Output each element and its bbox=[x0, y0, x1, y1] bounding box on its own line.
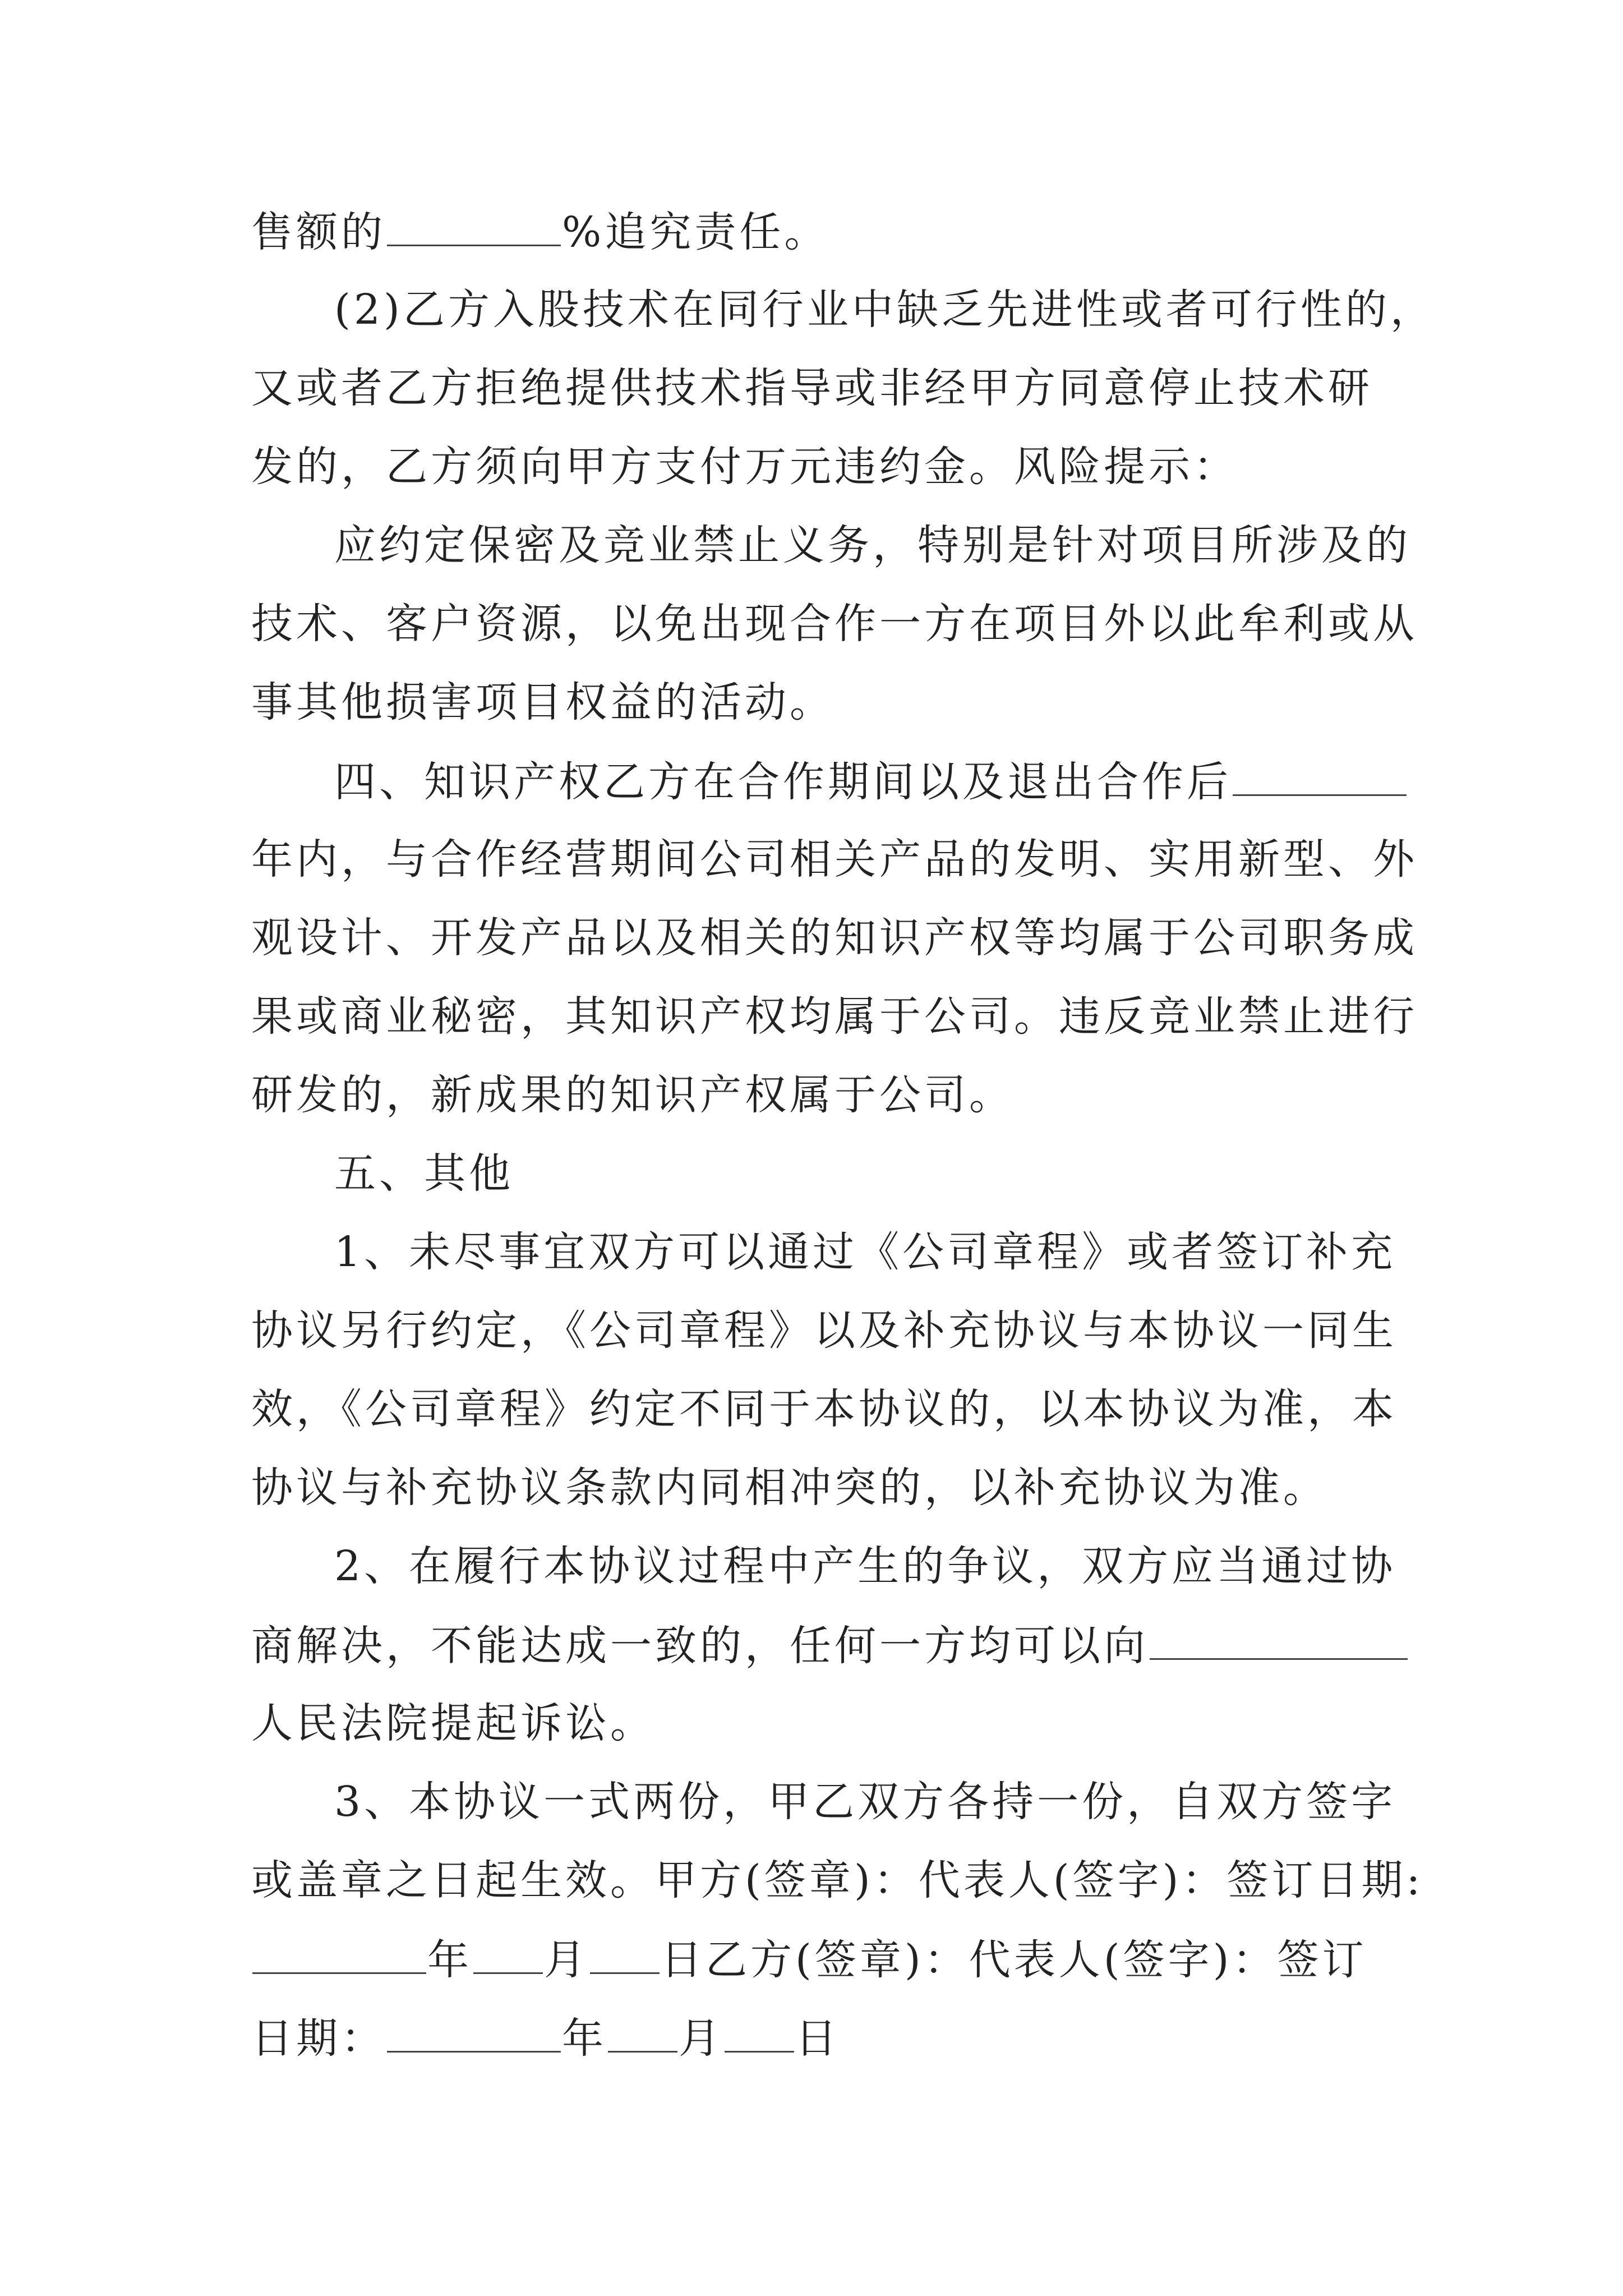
day-blank bbox=[590, 1931, 660, 1974]
line-text: 年 bbox=[562, 2014, 607, 2063]
text-line bbox=[334, 753, 1467, 809]
fill-in-blank bbox=[1233, 753, 1407, 796]
section-heading bbox=[334, 1145, 1467, 1202]
day-blank bbox=[725, 2009, 794, 2053]
line-text: 事其他损害项目权益的活动。 bbox=[251, 678, 834, 726]
signature-date-line bbox=[251, 2009, 1384, 2065]
line-text: 日乙方(签章)：代表人(签字)：签订 bbox=[661, 1936, 1367, 1984]
line-text: 四、知识产权乙方在合作期间以及退出合作后 bbox=[334, 758, 1232, 806]
line-text: (2)乙方入股技术在同行业中缺乏先进性或者可行性的， bbox=[334, 286, 1435, 334]
line-text: 售额的 bbox=[251, 208, 386, 256]
line-text: 人民法院提起诉讼。 bbox=[251, 1699, 655, 1747]
text-line bbox=[251, 831, 1418, 887]
line-text: 观设计、开发产品以及相关的知识产权等均属于公司职务成 bbox=[251, 914, 1418, 962]
line-text: 日 bbox=[795, 2014, 840, 2063]
line-text: 或盖章之日起生效。甲方(签章)：代表人(签字)：签订日期: bbox=[251, 1856, 1424, 1904]
month-blank bbox=[608, 2009, 677, 2053]
text-line bbox=[251, 1617, 1384, 1673]
line-text: 技术、客户资源，以免出现合作一方在项目外以此牟利或从 bbox=[251, 600, 1418, 648]
line-text: 年 bbox=[427, 1936, 472, 1984]
text-line bbox=[251, 596, 1418, 652]
line-text: 月 bbox=[544, 1936, 589, 1984]
signature-date-line bbox=[251, 1931, 1384, 1987]
line-text: 1、未尽事宜双方可以通过《公司章程》或者签订补充 bbox=[334, 1228, 1396, 1276]
line-text: 效，《公司章程》约定不同于本协议的，以本协议为准，本 bbox=[251, 1385, 1397, 1433]
line-text: 协议另行约定，《公司章程》以及补充协议与本协议一同生 bbox=[251, 1306, 1397, 1355]
text-line bbox=[251, 439, 1384, 495]
line-text: %追究责任。 bbox=[562, 208, 829, 256]
line-text: 发的，乙方须向甲方支付万元违约金。风险提示： bbox=[251, 443, 1238, 491]
line-text: 年内，与合作经营期间公司相关产品的发明、实用新型、外 bbox=[251, 835, 1418, 884]
text-line bbox=[251, 674, 1384, 730]
line-text: 月 bbox=[679, 2014, 723, 2063]
text-line bbox=[251, 1460, 1384, 1516]
line-text: 2、在履行本协议过程中产生的争议，双方应当通过协 bbox=[334, 1542, 1396, 1590]
text-line bbox=[334, 282, 1467, 338]
text-line bbox=[251, 1067, 1384, 1123]
line-text: 果或商业秘密，其知识产权均属于公司。违反竞业禁止进行 bbox=[251, 992, 1418, 1041]
line-text: 协议与补充协议条款内同相冲突的，以补充协议为准。 bbox=[251, 1464, 1328, 1512]
line-text: 又或者乙方拒绝提供技术指导或非经甲方同意停止技术研 bbox=[251, 364, 1373, 412]
month-blank bbox=[473, 1931, 543, 1974]
text-line bbox=[251, 1381, 1397, 1437]
text-line bbox=[251, 1852, 1424, 1908]
year-blank bbox=[387, 2009, 561, 2053]
text-line bbox=[251, 1695, 1384, 1751]
line-text: 日期： bbox=[251, 2014, 386, 2063]
text-line bbox=[251, 203, 1384, 259]
text-line bbox=[334, 1774, 1467, 1830]
line-text: 五、其他 bbox=[334, 1149, 514, 1198]
line-text: 研发的，新成果的知识产权属于公司。 bbox=[251, 1071, 1014, 1119]
text-line bbox=[251, 988, 1418, 1045]
text-line bbox=[251, 360, 1384, 416]
text-line bbox=[334, 1224, 1467, 1280]
line-text: 3、本协议一式两份，甲乙双方各持一份，自双方签字 bbox=[334, 1778, 1396, 1826]
fill-in-blank bbox=[387, 203, 561, 246]
fill-in-blank bbox=[1150, 1617, 1408, 1660]
line-text: 应约定保密及竞业禁止义务，特别是针对项目所涉及的 bbox=[334, 521, 1411, 569]
year-blank bbox=[252, 1931, 426, 1974]
text-line bbox=[334, 1538, 1467, 1594]
text-line bbox=[251, 910, 1418, 966]
text-line bbox=[334, 517, 1467, 573]
text-line bbox=[251, 1303, 1397, 1359]
line-text: 商解决，不能达成一致的，任何一方均可以向 bbox=[251, 1622, 1149, 1670]
